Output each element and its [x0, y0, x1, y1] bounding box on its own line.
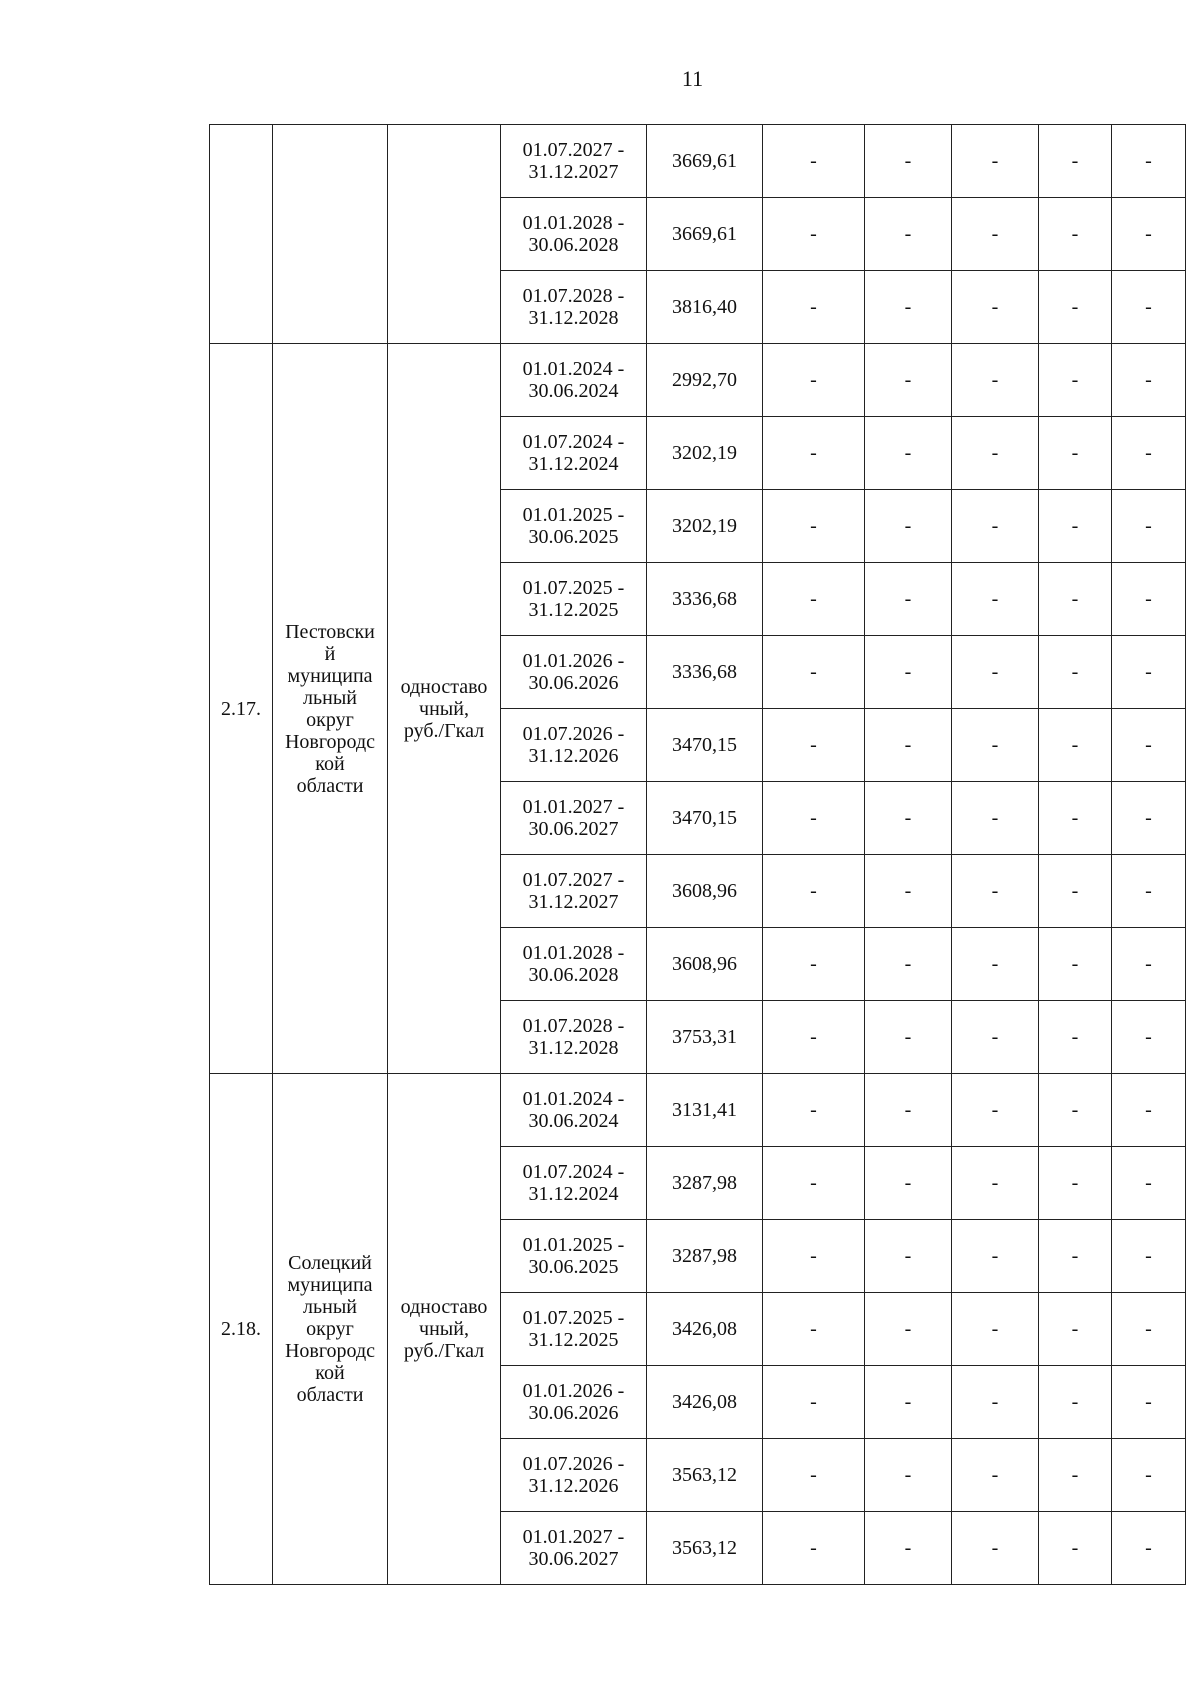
empty-cell: - — [763, 490, 865, 563]
tariff-type-cell — [388, 344, 501, 1074]
period-cell — [501, 1147, 647, 1220]
tariff-type: одноставо чный, руб./Гкал — [400, 1296, 488, 1362]
territory-cell — [273, 1074, 388, 1585]
empty-cell: - — [952, 1220, 1039, 1293]
empty-cell: - — [1112, 928, 1186, 1001]
period-cell — [501, 928, 647, 1001]
tariff-value: 3470,15 — [647, 782, 763, 855]
empty-cell: - — [865, 1001, 952, 1074]
territory-cell — [273, 344, 388, 1074]
period-cell — [501, 855, 647, 928]
empty-cell: - — [952, 1293, 1039, 1366]
empty-cell: - — [952, 855, 1039, 928]
tariff-value: 3753,31 — [647, 1001, 763, 1074]
empty-cell: - — [952, 563, 1039, 636]
section-number — [210, 125, 273, 344]
period: 01.01.2024 - 30.06.2024 — [522, 1088, 625, 1132]
empty-cell: - — [865, 1220, 952, 1293]
empty-cell: - — [1112, 1439, 1186, 1512]
empty-cell: - — [763, 1074, 865, 1147]
empty-cell: - — [952, 125, 1039, 198]
period-cell — [501, 417, 647, 490]
tariff-value: 3287,98 — [647, 1220, 763, 1293]
empty-cell: - — [763, 1512, 865, 1585]
period: 01.07.2024 - 31.12.2024 — [522, 431, 625, 475]
empty-cell: - — [763, 417, 865, 490]
empty-cell: - — [865, 271, 952, 344]
empty-cell: - — [865, 344, 952, 417]
empty-cell: - — [865, 1366, 952, 1439]
period-cell — [501, 1074, 647, 1147]
period-cell — [501, 636, 647, 709]
empty-cell: - — [952, 928, 1039, 1001]
empty-cell: - — [763, 782, 865, 855]
empty-cell: - — [1039, 1366, 1112, 1439]
tariff-value: 3202,19 — [647, 490, 763, 563]
empty-cell: - — [1039, 563, 1112, 636]
territory-cell — [273, 125, 388, 344]
empty-cell: - — [1112, 563, 1186, 636]
empty-cell: - — [763, 563, 865, 636]
tariff-value: 3669,61 — [647, 125, 763, 198]
period-cell — [501, 563, 647, 636]
period: 01.07.2026 - 31.12.2026 — [522, 723, 625, 767]
tariff-value: 3608,96 — [647, 855, 763, 928]
empty-cell: - — [865, 198, 952, 271]
table-row — [210, 344, 1186, 417]
empty-cell: - — [1039, 198, 1112, 271]
empty-cell: - — [865, 417, 952, 490]
empty-cell: - — [865, 1074, 952, 1147]
empty-cell: - — [952, 1439, 1039, 1512]
tariff-type-cell — [388, 1074, 501, 1585]
empty-cell: - — [952, 1147, 1039, 1220]
empty-cell: - — [1039, 125, 1112, 198]
empty-cell: - — [1112, 782, 1186, 855]
tariff-value: 3669,61 — [647, 198, 763, 271]
period: 01.07.2025 - 31.12.2025 — [522, 577, 625, 621]
empty-cell: - — [1112, 125, 1186, 198]
empty-cell: - — [1039, 417, 1112, 490]
period-cell — [501, 344, 647, 417]
period: 01.01.2025 - 30.06.2025 — [522, 1234, 625, 1278]
empty-cell: - — [763, 636, 865, 709]
empty-cell: - — [1112, 1220, 1186, 1293]
tariff-value: 3287,98 — [647, 1147, 763, 1220]
period-cell — [501, 1439, 647, 1512]
empty-cell: - — [865, 636, 952, 709]
period: 01.07.2028 - 31.12.2028 — [522, 285, 625, 329]
section-number: 2.17. — [210, 344, 273, 1074]
empty-cell: - — [1112, 1366, 1186, 1439]
table-row — [210, 1074, 1186, 1147]
tariff-value: 3563,12 — [647, 1439, 763, 1512]
empty-cell: - — [1112, 636, 1186, 709]
period-cell — [501, 1366, 647, 1439]
table-row — [210, 125, 1186, 198]
empty-cell: - — [1039, 1293, 1112, 1366]
period-cell — [501, 271, 647, 344]
tariff-value: 3563,12 — [647, 1512, 763, 1585]
period: 01.01.2028 - 30.06.2028 — [522, 942, 625, 986]
empty-cell: - — [1039, 490, 1112, 563]
empty-cell: - — [952, 709, 1039, 782]
empty-cell: - — [1039, 1147, 1112, 1220]
period-cell — [501, 198, 647, 271]
tariff-value: 3202,19 — [647, 417, 763, 490]
empty-cell: - — [1039, 1001, 1112, 1074]
section-number: 2.18. — [210, 1074, 273, 1585]
period: 01.07.2026 - 31.12.2026 — [522, 1453, 625, 1497]
period: 01.01.2028 - 30.06.2028 — [522, 212, 625, 256]
empty-cell: - — [1039, 1439, 1112, 1512]
period: 01.01.2025 - 30.06.2025 — [522, 504, 625, 548]
period: 01.07.2024 - 31.12.2024 — [522, 1161, 625, 1205]
empty-cell: - — [1112, 1512, 1186, 1585]
period-cell — [501, 490, 647, 563]
tariff-table-body — [210, 125, 1186, 1585]
tariff-value: 3426,08 — [647, 1366, 763, 1439]
empty-cell: - — [952, 344, 1039, 417]
empty-cell: - — [952, 636, 1039, 709]
empty-cell: - — [1112, 855, 1186, 928]
empty-cell: - — [1112, 417, 1186, 490]
empty-cell: - — [763, 344, 865, 417]
empty-cell: - — [1112, 1001, 1186, 1074]
tariff-value: 3816,40 — [647, 271, 763, 344]
empty-cell: - — [865, 709, 952, 782]
empty-cell: - — [952, 1366, 1039, 1439]
empty-cell: - — [1112, 344, 1186, 417]
territory-name: Солецкий муниципа льный округ Новгородс кой области — [284, 1252, 376, 1406]
empty-cell: - — [763, 1366, 865, 1439]
empty-cell: - — [763, 928, 865, 1001]
empty-cell: - — [952, 1001, 1039, 1074]
empty-cell: - — [952, 490, 1039, 563]
empty-cell: - — [763, 709, 865, 782]
tariff-type-cell — [388, 125, 501, 344]
period-cell — [501, 1001, 647, 1074]
empty-cell: - — [1112, 1147, 1186, 1220]
empty-cell: - — [865, 855, 952, 928]
territory-name: Пестовски й муниципа льный округ Новгородс кой области — [284, 620, 376, 797]
empty-cell: - — [763, 1220, 865, 1293]
tariff-value: 3608,96 — [647, 928, 763, 1001]
empty-cell: - — [763, 1439, 865, 1512]
period: 01.07.2028 - 31.12.2028 — [522, 1015, 625, 1059]
empty-cell: - — [952, 1512, 1039, 1585]
empty-cell: - — [1039, 928, 1112, 1001]
period: 01.01.2026 - 30.06.2026 — [522, 650, 625, 694]
period-cell — [501, 1512, 647, 1585]
empty-cell: - — [952, 1074, 1039, 1147]
empty-cell: - — [1112, 198, 1186, 271]
period-cell — [501, 125, 647, 198]
empty-cell: - — [763, 1001, 865, 1074]
period-cell — [501, 782, 647, 855]
period-cell — [501, 1293, 647, 1366]
tariff-value: 3336,68 — [647, 563, 763, 636]
tariff-value: 3336,68 — [647, 636, 763, 709]
empty-cell: - — [865, 1147, 952, 1220]
period: 01.01.2027 - 30.06.2027 — [522, 796, 625, 840]
empty-cell: - — [865, 563, 952, 636]
empty-cell: - — [763, 271, 865, 344]
empty-cell: - — [763, 198, 865, 271]
empty-cell: - — [763, 855, 865, 928]
tariff-value: 3470,15 — [647, 709, 763, 782]
empty-cell: - — [952, 271, 1039, 344]
empty-cell: - — [865, 125, 952, 198]
tariff-value: 3131,41 — [647, 1074, 763, 1147]
empty-cell: - — [1039, 271, 1112, 344]
empty-cell: - — [1112, 709, 1186, 782]
empty-cell: - — [1039, 636, 1112, 709]
empty-cell: - — [1112, 1074, 1186, 1147]
empty-cell: - — [1039, 1512, 1112, 1585]
empty-cell: - — [1112, 490, 1186, 563]
tariff-table — [209, 124, 1186, 1585]
empty-cell: - — [1039, 344, 1112, 417]
empty-cell: - — [952, 782, 1039, 855]
empty-cell: - — [1112, 1293, 1186, 1366]
period: 01.07.2027 - 31.12.2027 — [522, 139, 625, 183]
page-number: 11 — [681, 66, 704, 91]
empty-cell: - — [763, 1147, 865, 1220]
empty-cell: - — [763, 125, 865, 198]
empty-cell: - — [1112, 271, 1186, 344]
period: 01.01.2027 - 30.06.2027 — [522, 1526, 625, 1570]
empty-cell: - — [865, 1439, 952, 1512]
tariff-value: 3426,08 — [647, 1293, 763, 1366]
empty-cell: - — [1039, 1220, 1112, 1293]
empty-cell: - — [1039, 709, 1112, 782]
empty-cell: - — [865, 782, 952, 855]
period: 01.01.2026 - 30.06.2026 — [522, 1380, 625, 1424]
tariff-value: 2992,70 — [647, 344, 763, 417]
period: 01.07.2027 - 31.12.2027 — [522, 869, 625, 913]
empty-cell: - — [952, 417, 1039, 490]
period-cell — [501, 1220, 647, 1293]
empty-cell: - — [865, 928, 952, 1001]
period-cell — [501, 709, 647, 782]
empty-cell: - — [1039, 855, 1112, 928]
empty-cell: - — [952, 198, 1039, 271]
empty-cell: - — [865, 1293, 952, 1366]
period: 01.01.2024 - 30.06.2024 — [522, 358, 625, 402]
empty-cell: - — [763, 1293, 865, 1366]
tariff-type: одноставо чный, руб./Гкал — [400, 675, 488, 742]
empty-cell: - — [1039, 782, 1112, 855]
empty-cell: - — [1039, 1074, 1112, 1147]
empty-cell: - — [865, 1512, 952, 1585]
empty-cell: - — [865, 490, 952, 563]
period: 01.07.2025 - 31.12.2025 — [522, 1307, 625, 1351]
